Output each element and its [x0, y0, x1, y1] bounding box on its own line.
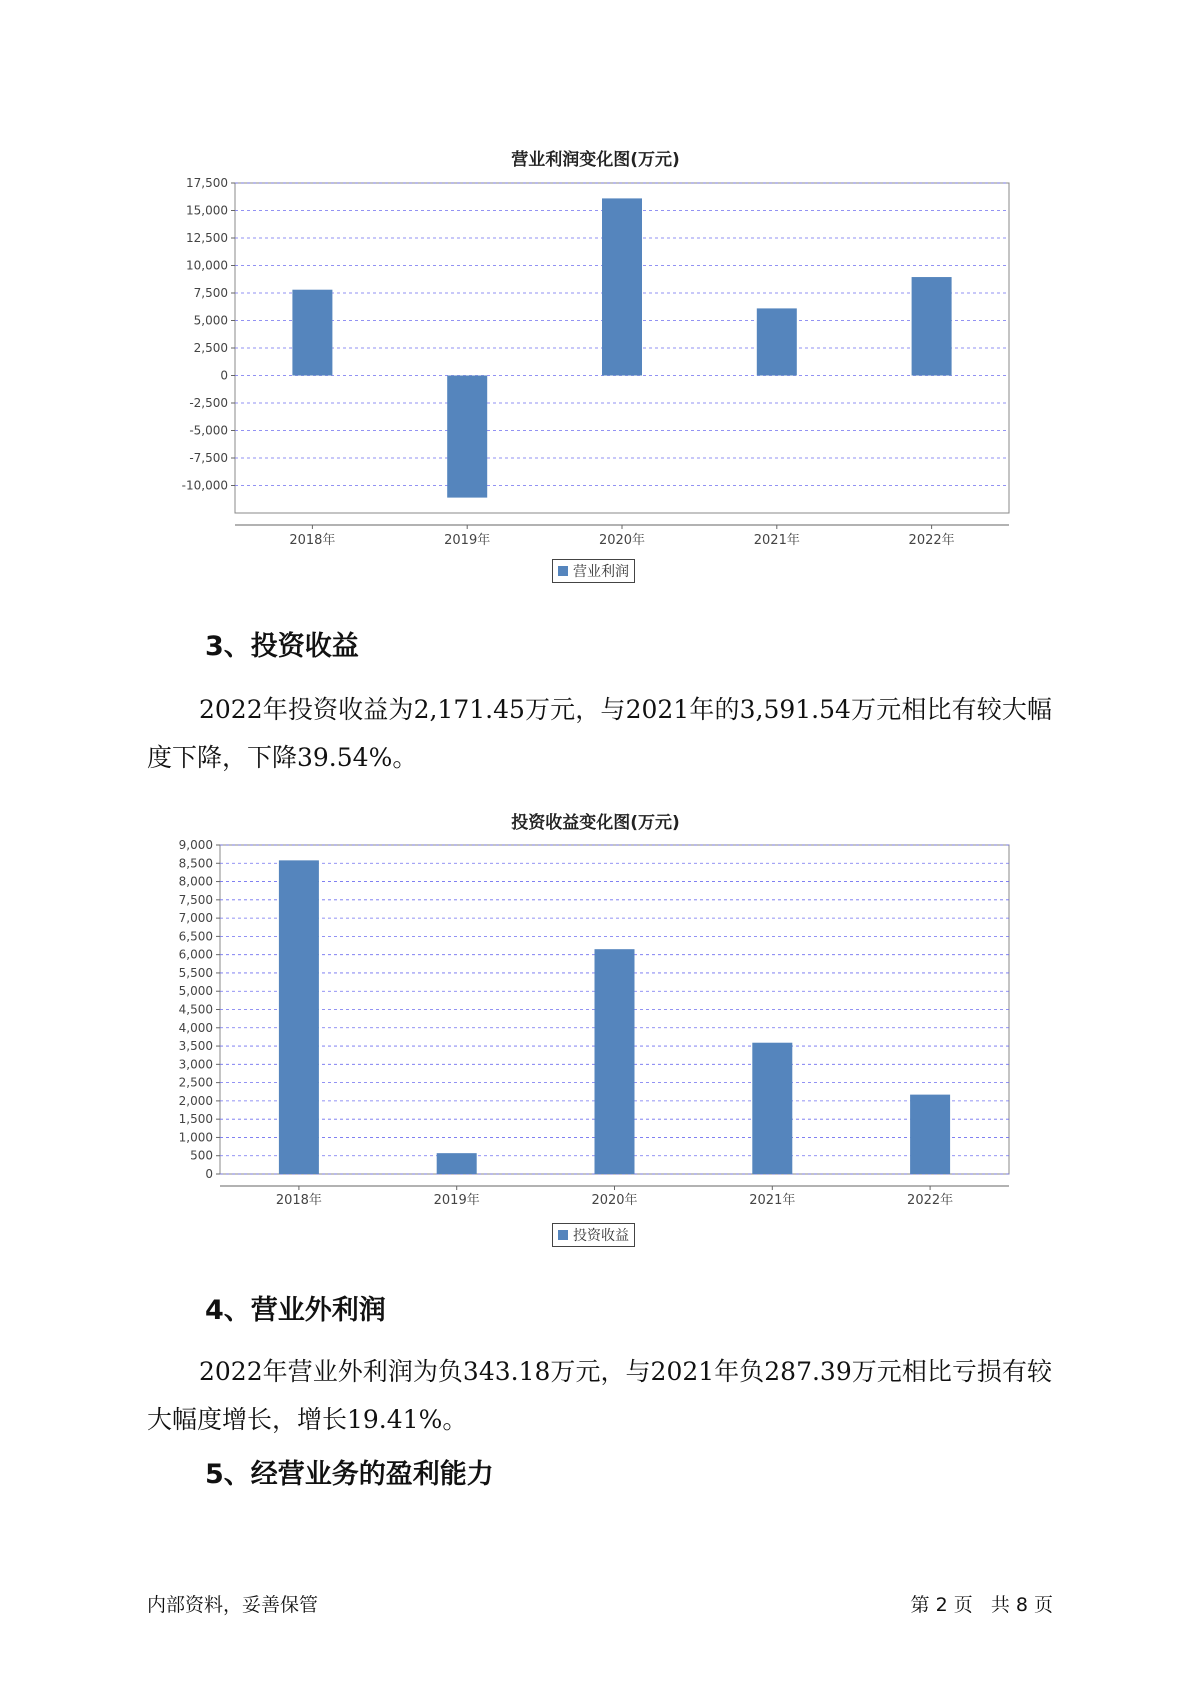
- footer-page-number: 第 2 页 共 8 页: [910, 1594, 1053, 1616]
- y-tick-label: 2,500: [193, 341, 228, 355]
- y-tick-label: 0: [220, 368, 228, 383]
- y-tick-label: 12,500: [186, 231, 228, 245]
- section-4-heading: 4、营业外利润: [205, 1295, 386, 1326]
- chart1-title: 营业利润变化图(万元): [511, 150, 680, 170]
- y-tick-label: -10,000: [181, 478, 228, 493]
- x-tick-label: 2021年: [749, 1193, 796, 1208]
- y-tick-label: 8,000: [178, 874, 213, 889]
- y-tick-label: 500: [190, 1148, 213, 1163]
- section-3-heading: 3、投资收益: [205, 631, 359, 662]
- y-tick-label: 15,000: [186, 203, 228, 218]
- bar-2021年: [752, 1043, 792, 1174]
- y-tick-label: -2,500: [189, 396, 228, 410]
- y-tick-label: 0: [205, 1167, 213, 1181]
- y-tick-label: 5,000: [193, 313, 228, 328]
- y-tick-label: 1,000: [178, 1130, 213, 1145]
- y-tick-label: 7,000: [178, 911, 213, 926]
- section-3-paragraph: 2022年投资收益为2,171.45万元，与2021年的3,591.54万元相比有较大幅度下降，下降39.54%。: [147, 695, 1052, 772]
- x-tick-label: 2021年: [753, 533, 800, 548]
- y-tick-label: 5,000: [178, 984, 213, 999]
- y-tick-label: 4,500: [178, 1002, 213, 1017]
- y-tick-label: 17,500: [186, 176, 228, 190]
- bar-2020年: [595, 949, 635, 1174]
- chart2-legend-label: 投资收益: [573, 1228, 629, 1244]
- y-tick-label: 1,500: [178, 1112, 213, 1127]
- x-tick-label: 2020年: [591, 1193, 638, 1208]
- chart1-legend-label: 营业利润: [573, 564, 629, 580]
- x-tick-label: 2022年: [908, 533, 955, 548]
- y-tick-label: 7,500: [178, 892, 213, 907]
- chart2-legend-swatch: [558, 1230, 568, 1240]
- x-tick-label: 2018年: [275, 1193, 322, 1208]
- section-4-paragraph: 2022年营业外利润为负343.18万元，与2021年负287.39万元相比亏损有较大幅度增长，增长19.41%。: [147, 1357, 1052, 1434]
- y-tick-label: 7,500: [193, 286, 228, 300]
- footer-confidential-note: 内部资料，妥善保管: [147, 1594, 319, 1616]
- y-tick-label: 6,000: [178, 947, 213, 962]
- chart2-title: 投资收益变化图(万元): [511, 813, 680, 833]
- x-tick-label: 2018年: [289, 533, 336, 548]
- bar-2019年: [437, 1153, 477, 1174]
- y-tick-label: 2,500: [178, 1075, 213, 1090]
- section-5-heading: 5、经营业务的盈利能力: [205, 1459, 494, 1490]
- bar-2022年: [910, 1095, 950, 1174]
- y-tick-label: 2,000: [178, 1093, 213, 1108]
- y-tick-label: -5,000: [189, 423, 228, 438]
- y-tick-label: 3,000: [178, 1057, 213, 1072]
- x-tick-label: 2022年: [907, 1193, 954, 1208]
- y-tick-label: 9,000: [178, 838, 213, 852]
- x-tick-label: 2020年: [598, 533, 646, 548]
- y-tick-label: 5,500: [178, 965, 213, 980]
- chart2-legend: [552, 1223, 635, 1247]
- y-tick-label: 10,000: [186, 258, 228, 273]
- x-tick-label: 2019年: [444, 533, 491, 548]
- y-tick-label: -7,500: [189, 451, 228, 465]
- x-tick-label: 2019年: [433, 1193, 480, 1208]
- y-tick-label: 4,000: [178, 1020, 213, 1035]
- y-tick-label: 8,500: [178, 856, 213, 871]
- y-tick-label: 3,500: [178, 1039, 213, 1054]
- y-tick-label: 6,500: [178, 929, 213, 944]
- bar-2018年: [279, 860, 319, 1174]
